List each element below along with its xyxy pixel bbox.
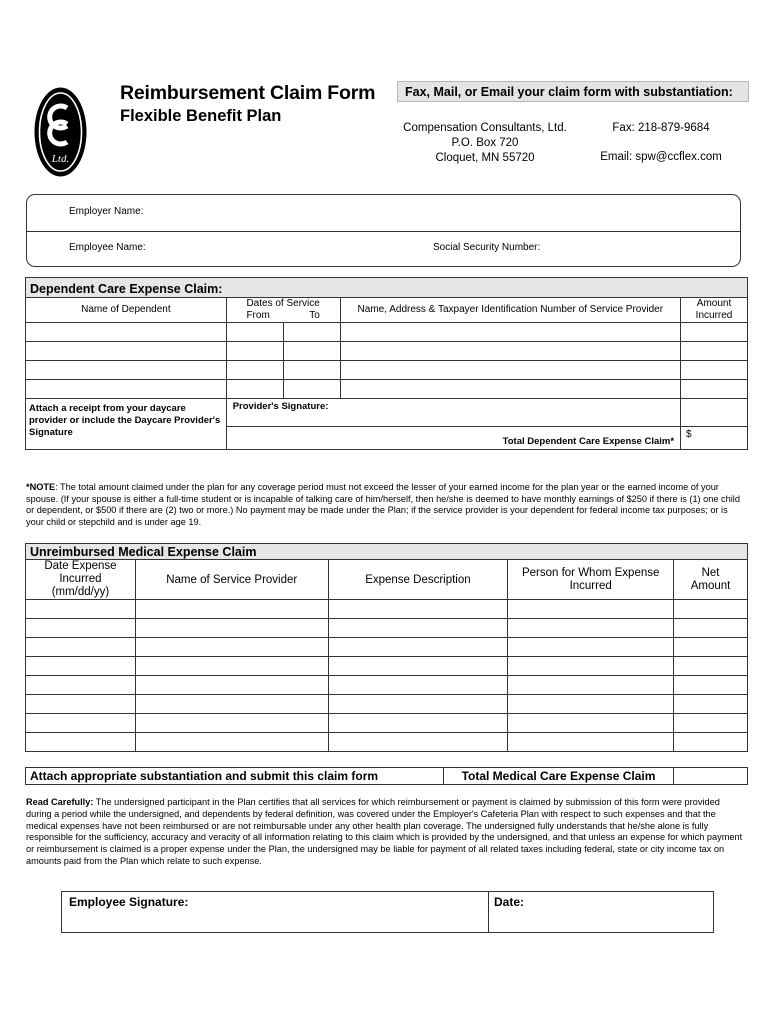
company-name: Compensation Consultants, Ltd.	[403, 122, 567, 134]
company-logo	[33, 86, 88, 178]
person-label: Person for Whom Expense	[521, 566, 660, 579]
dependent-care-heading: Dependent Care Expense Claim:	[26, 278, 748, 298]
note-paragraph	[26, 482, 746, 528]
employee-signature-label: Employee Signature:	[69, 895, 189, 909]
total-dependent-amount[interactable]: $	[681, 427, 748, 450]
medical-heading: Unreimbursed Medical Expense Claim	[26, 544, 748, 560]
company-contact	[586, 121, 736, 165]
dependent-row[interactable]	[26, 323, 748, 342]
medical-row[interactable]	[26, 676, 748, 695]
attach-substantiation: Attach appropriate substantiation and submit this claim form	[26, 768, 444, 785]
medical-row[interactable]	[26, 695, 748, 714]
date-label: Date:	[494, 895, 525, 909]
col-expense-description: Expense Description	[328, 560, 508, 600]
medical-row[interactable]	[26, 600, 748, 619]
fax-banner: Fax, Mail, or Email your claim form with substantiation:	[397, 81, 749, 102]
col-service-provider: Name of Service Provider	[135, 560, 328, 600]
employer-name-label: Employer Name:	[69, 206, 144, 217]
employer-name-field[interactable]	[167, 203, 727, 223]
city-state-zip: Cloquet, MN 55720	[435, 152, 535, 164]
amount-label: Amount	[696, 298, 732, 309]
employee-name-label: Employee Name:	[69, 242, 146, 253]
employee-name-field[interactable]	[167, 238, 417, 258]
net-label: Net	[701, 566, 720, 579]
total-dependent-label: Total Dependent Care Expense Claim*	[226, 427, 680, 450]
certification-paragraph	[26, 797, 746, 868]
date-field[interactable]	[532, 894, 707, 930]
ssn-field[interactable]	[547, 238, 727, 258]
note-text: : The total amount claimed under the plan for any coverage period must not exceed the lesser of your earned income for the plan year or the earned income of your spouse. (If your spouse is either a full-time student or is incapable of talking care of him/herself, then he/she is deemed to have monthly earnings of $250 if there is (1) one child or dependent, or $500 if there are (2) two or more.) No payment may be made under the Plan; if the service provider is your dependent for federal income tax purposes; or is your child or stepchild and is under age 19.	[26, 482, 740, 527]
svg-text:Ltd.: Ltd.	[51, 153, 70, 165]
col-person	[508, 560, 674, 600]
date-format-label: (mm/dd/yy)	[51, 586, 110, 598]
read-carefully-label: Read Carefully:	[26, 797, 94, 807]
dependent-row[interactable]	[26, 380, 748, 399]
email-address: Email: spw@ccflex.com	[600, 151, 722, 163]
col-dates-of-service	[226, 298, 340, 323]
amount-label: Amount	[690, 579, 731, 592]
provider-signature-label[interactable]: Provider's Signature:	[226, 399, 680, 427]
incurred-label: Incurred	[695, 310, 733, 321]
medical-row[interactable]	[26, 638, 748, 657]
form-title: Reimbursement Claim Form	[120, 82, 376, 104]
col-amount-incurred	[681, 298, 748, 323]
certification-text: The undersigned participant in the Plan certifies that all services for which reimbursement or payment is claimed by submission of this form were provided during a period while the undersigned, and dependents by federal definition, was covered under the Employer's Cafeteria Plan with respect to such expenses and that the medical expenses have not been reimbursed or are not reimbursable under any other health plan coverage. The undersigned fully understands that he/she alone is fully responsible for the sufficiency, accuracy and veracity of all information relating to this claim which is provided by the undersigned, and that unless an expense for which payment or reimbursement is claimed is a proper expense under the Plan, the undersigned may be liable for payment of all related taxes including federal, state or city income tax on amounts paid from the Plan which relate to such expense.	[26, 797, 743, 866]
medical-footer	[25, 767, 748, 785]
person-incurred-label: Incurred	[569, 579, 612, 592]
medical-row[interactable]	[26, 657, 748, 676]
dependent-care-table	[25, 277, 748, 450]
dependent-row[interactable]	[26, 361, 748, 380]
total-medical-amount[interactable]	[674, 768, 748, 785]
dependent-row[interactable]	[26, 342, 748, 361]
to-label: To	[309, 310, 320, 321]
medical-row[interactable]	[26, 714, 748, 733]
medical-expense-table	[25, 543, 748, 752]
ssn-label: Social Security Number:	[433, 242, 541, 253]
col-name-of-dependent: Name of Dependent	[26, 298, 227, 323]
employee-signature-field[interactable]	[192, 894, 482, 930]
incurred-label: Incurred	[59, 573, 102, 585]
date-expense-label: Date Expense	[44, 560, 117, 572]
fax-number: Fax: 218-879-9684	[612, 122, 710, 134]
employer-info-box	[26, 194, 741, 267]
from-label: From	[246, 310, 270, 321]
col-date-incurred	[26, 560, 136, 600]
medical-row[interactable]	[26, 619, 748, 638]
attach-receipt-note: Attach a receipt from your daycare provider or include the Daycare Provider's Signature	[26, 399, 227, 450]
medical-row[interactable]	[26, 733, 748, 752]
dates-of-service-label: Dates of Service	[246, 298, 320, 309]
col-net-amount	[674, 560, 748, 600]
po-box: P.O. Box 720	[451, 137, 519, 149]
total-medical-label: Total Medical Care Expense Claim	[443, 768, 674, 785]
form-subtitle: Flexible Benefit Plan	[120, 107, 282, 125]
note-label: *NOTE	[26, 482, 56, 492]
col-provider-info: Name, Address & Taxpayer Identification Number of Service Provider	[340, 298, 680, 323]
company-address	[380, 121, 590, 166]
signature-box	[61, 891, 714, 933]
